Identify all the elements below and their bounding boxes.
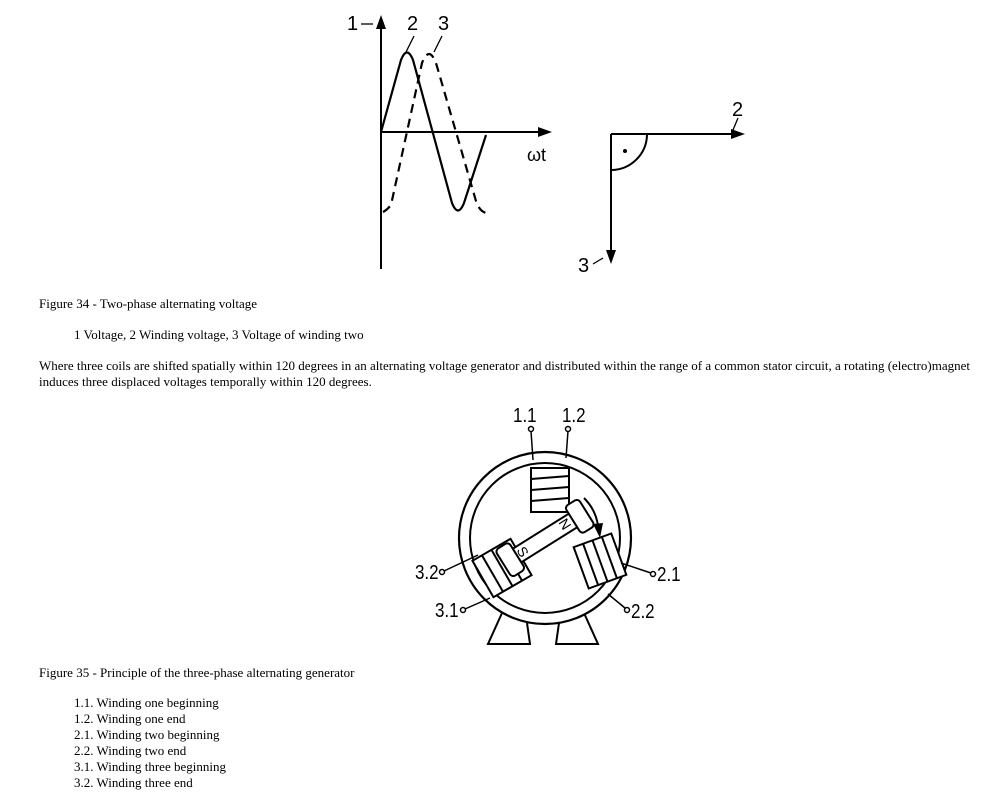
terminal-1-1 xyxy=(529,427,534,432)
legend-item: 2.2. Winding two end xyxy=(74,743,187,758)
label-terminal-1-1: 1.1 xyxy=(513,403,537,427)
phasor-label-leader-3 xyxy=(593,258,603,264)
figure-35-caption: Figure 35 - Principle of the three-phase alternating generator xyxy=(39,665,355,680)
phasor-label-vertical: 3 xyxy=(578,255,590,277)
legend-item: 3.2. Winding three end xyxy=(74,775,193,790)
label-terminal-1-2: 1.2 xyxy=(562,403,586,427)
legend-item: 2.1. Winding two beginning xyxy=(74,727,220,742)
magnet-label-south: S xyxy=(513,543,533,560)
terminal-2-1 xyxy=(651,572,656,577)
magnet-label-north: N xyxy=(555,515,575,533)
terminal-1-2 xyxy=(566,427,571,432)
x-axis-arrow xyxy=(538,127,552,137)
figure-34-waveform xyxy=(330,5,570,275)
figure-35-legend-list xyxy=(74,695,226,791)
right-angle-arc xyxy=(611,134,647,170)
label-axis-x: ωt xyxy=(527,145,547,165)
figure-34-legend: 1 Voltage, 2 Winding voltage, 3 Voltage of winding two xyxy=(74,327,364,342)
label-leader-3 xyxy=(434,36,442,52)
right-angle-dot xyxy=(623,149,627,153)
phasor-horizontal-arrow xyxy=(731,129,745,139)
phasor-label-horizontal: 2 xyxy=(732,99,744,121)
coil-one xyxy=(531,468,569,512)
figure-34-caption: Figure 34 - Two-phase alternating voltage xyxy=(39,296,257,311)
figure-34-phasor xyxy=(575,90,760,280)
lead-2-2 xyxy=(608,594,625,608)
label-terminal-2-1: 2.1 xyxy=(657,562,681,586)
lead-3-1 xyxy=(465,598,490,609)
label-curve-solid: 2 xyxy=(407,13,419,35)
y-axis-arrow xyxy=(376,15,386,29)
terminal-3-2 xyxy=(440,570,445,575)
body-paragraph: Where three coils are shifted spatially within 120 degrees in an alternating voltage generator and distributed within the range of a common stator circuit, a rotating (electro)magnet induces three displaced voltages temporally within 120 degrees. xyxy=(39,358,970,389)
label-terminal-3-2: 3.2 xyxy=(415,560,439,584)
terminal-2-2 xyxy=(625,608,630,613)
legend-item: 1.2. Winding one end xyxy=(74,711,186,726)
terminal-3-1 xyxy=(461,608,466,613)
legend-item: 3.1. Winding three beginning xyxy=(74,759,226,774)
label-terminal-3-1: 3.1 xyxy=(435,598,459,622)
curve-dashed-winding-two xyxy=(383,54,488,213)
phasor-vertical-arrow xyxy=(606,250,616,264)
label-curve-dashed: 3 xyxy=(438,13,450,35)
label-terminal-2-2: 2.2 xyxy=(631,599,655,623)
label-leader-2 xyxy=(406,36,414,52)
label-axis-y: 1 xyxy=(347,13,359,35)
legend-item: 1.1. Winding one beginning xyxy=(74,695,219,710)
figure-35-generator xyxy=(410,398,685,653)
